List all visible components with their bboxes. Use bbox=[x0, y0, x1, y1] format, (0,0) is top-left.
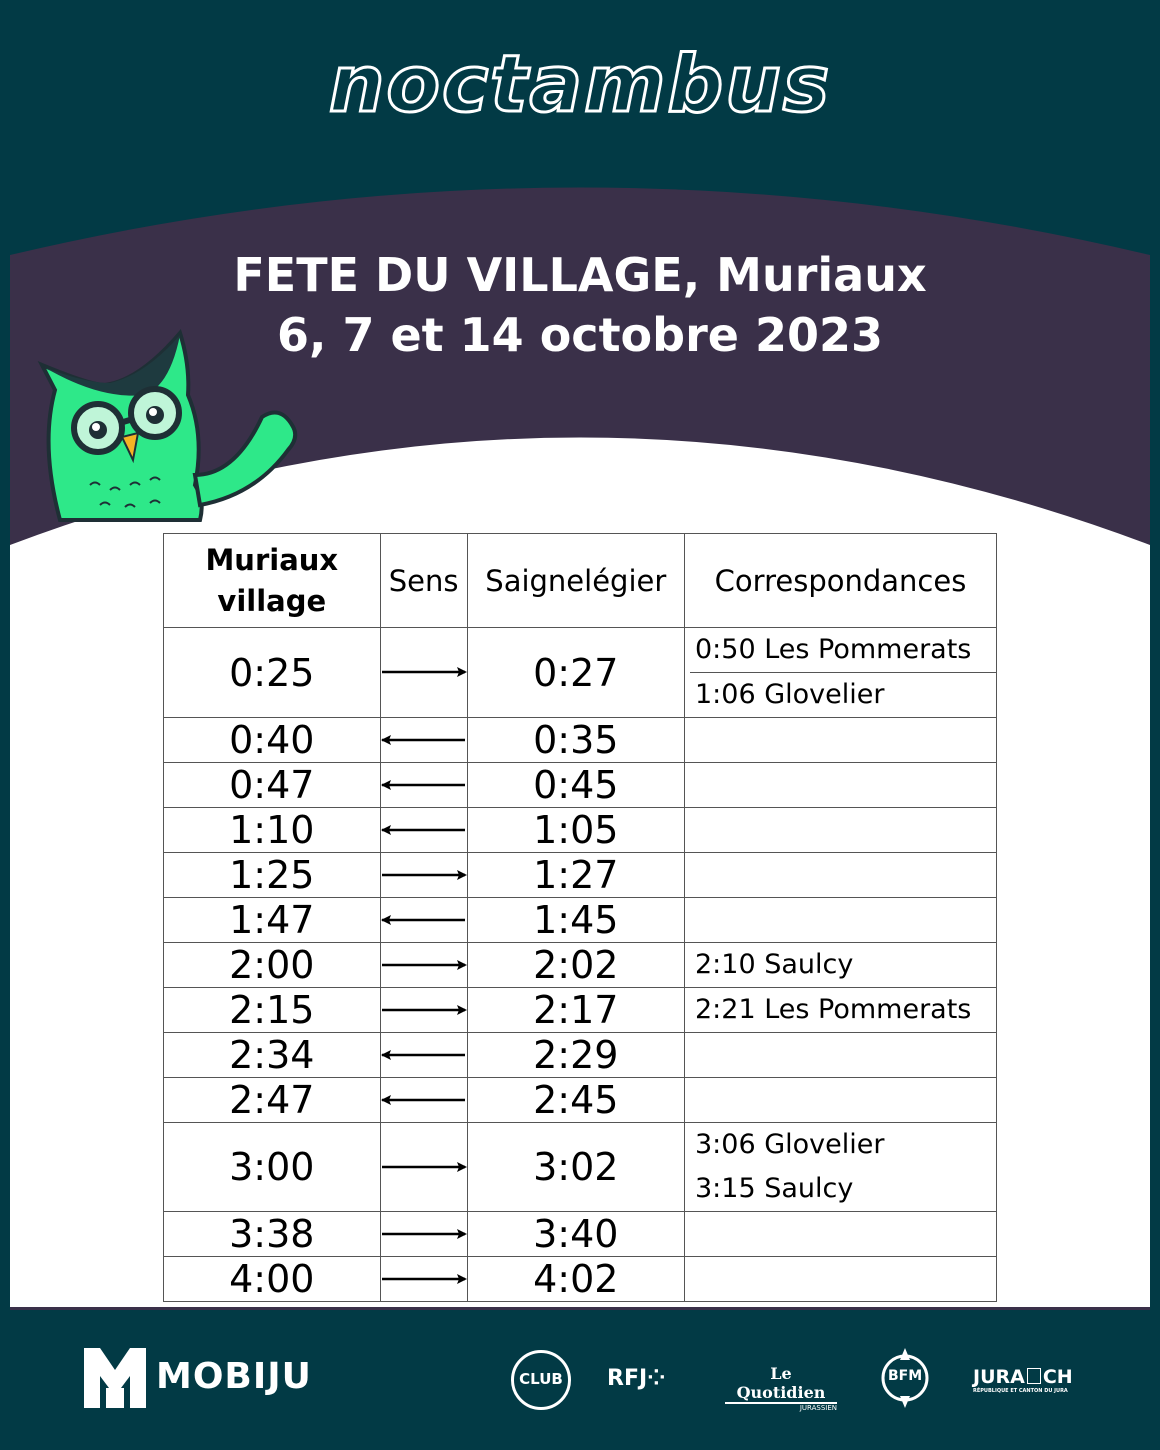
saignelegier-time-cell: 0:45 bbox=[467, 763, 684, 808]
direction-cell bbox=[380, 988, 467, 1033]
muriaux-time-cell: 2:34 bbox=[164, 1033, 381, 1078]
timetable-body bbox=[164, 628, 997, 1302]
jura-label: JURA bbox=[973, 1366, 1025, 1388]
arrow-right-icon bbox=[381, 1161, 467, 1173]
correspondance-item: 3:06 Glovelier bbox=[694, 1129, 885, 1160]
direction-cell bbox=[380, 718, 467, 763]
saignelegier-time-cell: 2:45 bbox=[467, 1078, 684, 1123]
muriaux-time-cell: 1:25 bbox=[164, 853, 381, 898]
table-row bbox=[164, 1257, 997, 1302]
muriaux-time-cell: 0:47 bbox=[164, 763, 381, 808]
direction-cell bbox=[380, 853, 467, 898]
direction-cell bbox=[380, 1033, 467, 1078]
arrow-right-icon bbox=[381, 1228, 467, 1240]
muriaux-time-cell: 2:15 bbox=[164, 988, 381, 1033]
jura-ch-logo bbox=[973, 1366, 1073, 1394]
muriaux-time-cell: 0:25 bbox=[164, 628, 381, 718]
correspondances-cell bbox=[684, 988, 996, 1033]
correspondance-item: 0:50 Les Pommerats bbox=[694, 634, 972, 665]
header-sens: Sens bbox=[380, 534, 467, 628]
correspondances-cell bbox=[684, 1078, 996, 1123]
correspondances-cell bbox=[684, 718, 996, 763]
header-saignelegier: Saignelégier bbox=[467, 534, 684, 628]
table-row bbox=[164, 628, 997, 718]
bfm-label: BFM bbox=[888, 1368, 923, 1384]
event-title: FETE DU VILLAGE, Muriaux bbox=[233, 248, 927, 302]
table-row bbox=[164, 763, 997, 808]
saignelegier-time-cell: 1:45 bbox=[467, 898, 684, 943]
rfj-label: RFJ bbox=[607, 1366, 648, 1391]
noctambus-logo: noctambus bbox=[328, 40, 832, 130]
arrow-left-icon bbox=[381, 914, 467, 926]
correspondances-cell bbox=[684, 628, 996, 718]
saignelegier-time-cell: 3:02 bbox=[467, 1123, 684, 1212]
saignelegier-time-cell: 2:29 bbox=[467, 1033, 684, 1078]
saignelegier-time-cell: 4:02 bbox=[467, 1257, 684, 1302]
direction-cell bbox=[380, 1212, 467, 1257]
muriaux-time-cell: 4:00 bbox=[164, 1257, 381, 1302]
le-quotidien-label: Le Quotidien bbox=[725, 1364, 837, 1404]
table-row bbox=[164, 1123, 997, 1212]
mobiju-logo bbox=[84, 1348, 312, 1412]
saignelegier-time-cell: 1:27 bbox=[467, 853, 684, 898]
direction-cell bbox=[380, 1123, 467, 1212]
correspondance-item: 1:06 Glovelier bbox=[690, 672, 996, 717]
arrow-left-icon bbox=[381, 734, 467, 746]
direction-cell bbox=[380, 808, 467, 853]
table-row bbox=[164, 808, 997, 853]
arrow-left-icon bbox=[381, 824, 467, 836]
header-muriaux-line2: village bbox=[217, 583, 327, 618]
saignelegier-time-cell: 2:17 bbox=[467, 988, 684, 1033]
saignelegier-time-cell: 2:02 bbox=[467, 943, 684, 988]
table-row bbox=[164, 718, 997, 763]
arrow-left-icon bbox=[381, 1049, 467, 1061]
direction-cell bbox=[380, 943, 467, 988]
correspondance-item: 2:21 Les Pommerats bbox=[694, 994, 972, 1025]
table-row bbox=[164, 943, 997, 988]
table-row bbox=[164, 1212, 997, 1257]
direction-cell bbox=[380, 628, 467, 718]
le-quotidien-logo bbox=[725, 1364, 837, 1412]
timetable bbox=[163, 533, 997, 1302]
muriaux-time-cell: 3:00 bbox=[164, 1123, 381, 1212]
muriaux-time-cell: 3:38 bbox=[164, 1212, 381, 1257]
club-label: CLUB bbox=[519, 1370, 563, 1388]
direction-cell bbox=[380, 898, 467, 943]
ch-label: CH bbox=[1042, 1366, 1073, 1388]
direction-cell bbox=[380, 1078, 467, 1123]
saignelegier-time-cell: 3:40 bbox=[467, 1212, 684, 1257]
correspondances-cell bbox=[684, 1123, 996, 1212]
correspondances-cell bbox=[684, 1033, 996, 1078]
mobiju-m-icon bbox=[84, 1348, 146, 1408]
table-row bbox=[164, 853, 997, 898]
rfj-dots-icon: ⁘ bbox=[647, 1366, 666, 1391]
correspondance-item: 3:15 Saulcy bbox=[694, 1173, 854, 1204]
table-row bbox=[164, 898, 997, 943]
saignelegier-time-cell: 1:05 bbox=[467, 808, 684, 853]
table-row bbox=[164, 988, 997, 1033]
table-row bbox=[164, 1033, 997, 1078]
header-correspondances: Correspondances bbox=[684, 534, 996, 628]
direction-cell bbox=[380, 763, 467, 808]
arrow-right-icon bbox=[381, 666, 467, 678]
jura-sub: RÉPUBLIQUE ET CANTON DU JURA bbox=[973, 1388, 1068, 1394]
saignelegier-time-cell: 0:27 bbox=[467, 628, 684, 718]
correspondances-cell bbox=[684, 1212, 996, 1257]
arrow-left-icon bbox=[381, 779, 467, 791]
arrow-right-icon bbox=[381, 959, 467, 971]
le-quotidien-sub: JURASSIEN bbox=[799, 1404, 837, 1412]
event-dates: 6, 7 et 14 octobre 2023 bbox=[276, 308, 884, 362]
table-row bbox=[164, 1078, 997, 1123]
header-muriaux-village bbox=[164, 534, 381, 628]
arrow-left-icon bbox=[381, 1094, 467, 1106]
correspondances-cell bbox=[684, 1257, 996, 1302]
arrow-right-icon bbox=[381, 1004, 467, 1016]
jura-flag-icon bbox=[1027, 1368, 1041, 1384]
correspondances-cell bbox=[684, 898, 996, 943]
arrow-right-icon bbox=[381, 869, 467, 881]
muriaux-time-cell: 1:10 bbox=[164, 808, 381, 853]
timetable-header-row bbox=[164, 534, 997, 628]
correspondances-cell bbox=[684, 853, 996, 898]
mobiju-label: MOBIJU bbox=[156, 1356, 312, 1397]
muriaux-time-cell: 1:47 bbox=[164, 898, 381, 943]
arrow-right-icon bbox=[381, 1273, 467, 1285]
bfm-logo bbox=[880, 1346, 930, 1412]
muriaux-time-cell: 0:40 bbox=[164, 718, 381, 763]
correspondance-item: 2:10 Saulcy bbox=[694, 949, 854, 980]
muriaux-time-cell: 2:00 bbox=[164, 943, 381, 988]
header-muriaux-line1: Muriaux bbox=[205, 542, 339, 577]
saignelegier-time-cell: 0:35 bbox=[467, 718, 684, 763]
rfj-logo bbox=[607, 1366, 666, 1391]
direction-cell bbox=[380, 1257, 467, 1302]
muriaux-time-cell: 2:47 bbox=[164, 1078, 381, 1123]
club-logo bbox=[511, 1350, 571, 1410]
correspondances-cell bbox=[684, 808, 996, 853]
correspondances-cell bbox=[684, 763, 996, 808]
correspondances-cell bbox=[684, 943, 996, 988]
